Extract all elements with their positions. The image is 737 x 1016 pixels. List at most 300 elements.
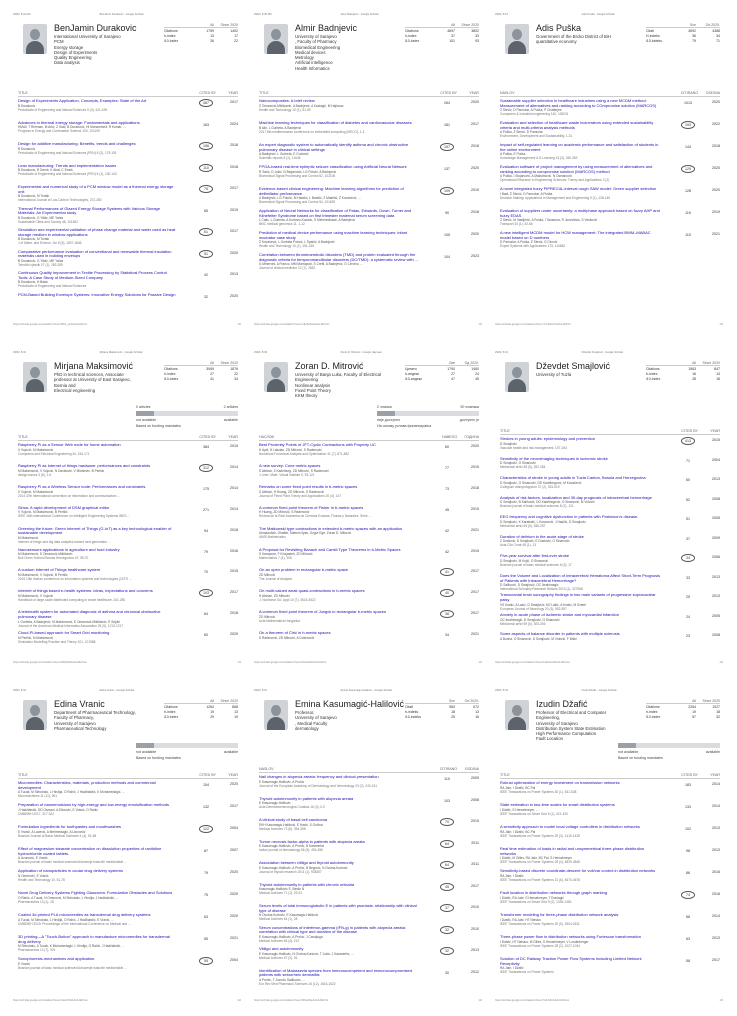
cited-by-count[interactable]: 68 [686, 915, 690, 919]
cited-by-count[interactable]: 63 [686, 937, 690, 941]
article-title-link[interactable]: Duration of delirium in the acute stage of stroke [500, 534, 584, 539]
article-authors: R Sarić, D Jokić, N Beganović, LG Pokvić, A Badnjević [259, 169, 337, 174]
article-title-link[interactable]: 3D printing—A "Touch-Button" approach to manufacture microneedles for transdermal drug delivery [18, 935, 170, 944]
article-authors: D Smajlović, O Sinanović [500, 461, 536, 466]
cited-by-count[interactable]: 119 [685, 211, 691, 215]
profile-name[interactable]: Dževdet Smajlović [536, 361, 611, 371]
article-title-link[interactable]: Raspberry Pi as a Wireless Sensor node: Performances and constraints [18, 484, 146, 489]
cited-by-count[interactable]: 73 [445, 486, 449, 491]
article-title-link[interactable]: Serum levels of total immunoglobulin E in patients with psoriasis: relationship with clinical type of disease [259, 904, 417, 913]
cited-by-count[interactable]: 109 [440, 187, 454, 195]
article-title-link[interactable]: Cloud-Pi-based approach for Smart Grid monitoring [18, 631, 110, 636]
article-title-link[interactable]: An expert diagnostic system to automatically identify asthma and chronic obstructive pulmonary disease in clinical settings [259, 143, 409, 152]
article-title-link[interactable]: Application of Neural Networks for classification of Patau, Edwards, Down, Turner and Klinefelter Syndrome based on first trimester maternal serum screening data [259, 209, 412, 218]
profile-name[interactable]: Edina Vranic [54, 699, 105, 709]
cited-by-count[interactable]: 77 [445, 465, 449, 470]
cited-by-count[interactable]: 129 [681, 165, 695, 173]
article-title-link[interactable]: Vitiligo and autoimmunity [259, 947, 304, 951]
funding-mandates-link[interactable]: Based on funding mandates [136, 756, 181, 761]
article-title-link[interactable]: Evaluation and selection of healthcare waste incinerators using extended sustainability criteria and multi-criteria analysis methods [500, 121, 654, 130]
affiliation-line[interactable]: Fixed Point Theory [295, 387, 331, 393]
article-title-link[interactable]: Evaluation software of project management by using measurement of alternatives and ranking according to compromise solution (MARCOS) method [500, 165, 653, 174]
cited-by-count[interactable]: 86 [686, 871, 690, 875]
affiliation-line[interactable]: University of Sarajevo [295, 715, 337, 721]
article-list-header [18, 434, 238, 441]
cited-by-count[interactable]: 75 [204, 893, 208, 897]
cited-by-count[interactable]: 110 [444, 777, 450, 781]
article-title-link[interactable]: On a theorem of Ćirić in b-metric spaces [259, 631, 331, 636]
article-title-link[interactable]: Transformer modeling for three-phase distribution network analysis [500, 913, 619, 917]
cited-by-count[interactable]: 34 [445, 633, 449, 638]
article-venue: International Journal of Low-Carbon Technologies, 272-280 [18, 198, 102, 203]
affiliation-line[interactable]: quantitative economy [536, 39, 577, 45]
print-date: 29/03, 8:13 [495, 13, 508, 16]
article-title-link[interactable]: Effect of magnesium stearate concentration on dissolution properties of ranitidine hydrochloride coated tablets. [18, 847, 162, 856]
column-cited-by[interactable]: CITED BY [440, 91, 457, 95]
cited-by-count[interactable]: 183 [685, 783, 691, 787]
article-title-link[interactable]: Sonophoresis-mechanisms and application. [18, 957, 96, 961]
article-title-link[interactable]: Nanocomposites: A brief review [259, 99, 315, 103]
article-title-link[interactable]: Coated 3d printed PLA microneedles as transdermal drug delivery systems [18, 913, 151, 917]
cited-by-count[interactable]: 64 [440, 861, 454, 869]
avatar-body-icon [26, 379, 44, 392]
article-title-link[interactable]: On an open problem in rectangular b-metric space [259, 568, 349, 573]
cited-by-count[interactable]: 60 [686, 478, 690, 483]
affiliation-line[interactable]: Medical devices [295, 49, 326, 55]
article-venue: CMBEBIH 2019: Proceedings of the International Conference on Medical and ... [18, 921, 131, 926]
affiliation-line[interactable]: dermatology [295, 725, 319, 731]
article-title-link[interactable]: Best Proximity Points of JFT-Cyclic Contractions with Property UC [259, 443, 376, 447]
cited-by-count[interactable]: 61 [199, 228, 213, 236]
article-title-link[interactable]: PCM-Based Building Envelope Systems: Innovative Energy Solutions for Passive Design [18, 292, 176, 297]
cited-by-count[interactable]: 175 [203, 486, 209, 491]
article-title-link[interactable]: A telehealth system for automated diagnosis of asthma and chronical obstructive pulmonary disease [18, 610, 161, 619]
article-title-link[interactable]: A clinical study of basal cell carcinoma [259, 818, 328, 822]
cited-by-count[interactable]: 110 [685, 233, 691, 237]
article-row [259, 589, 479, 602]
article-title-link[interactable]: Raspberry Pi as Internet of things hardware: performances and constraints [18, 463, 151, 468]
affiliation-line[interactable]: KKM theory [295, 393, 318, 399]
article-title-link[interactable]: Advances in thermal energy storage: Fundamentals and applications [18, 120, 140, 125]
article-authors: OC Ibrahimagić, D Smajlović, O Sinanović [500, 617, 560, 622]
cited-by-count[interactable]: 1013 [684, 101, 692, 105]
public-access-counts [377, 404, 479, 410]
article-title-link[interactable]: A custom Internet of Things healthcare system [18, 568, 101, 573]
article-title-link[interactable]: Serum concentrations of interferon-gamma (IFN-g) in patients with alopecia areata: correlation with clinical type and duration of the disease [259, 925, 406, 935]
article-title-link[interactable]: Internet of things based e-health systems: ideas, expectations and concerns [18, 589, 153, 594]
article-title-link[interactable]: Transcranial brain sonography findings in two main variants of progressive supranuclear palsy [500, 593, 656, 603]
column-year[interactable]: YEAR [228, 773, 238, 777]
column-year[interactable]: YEAR [710, 773, 720, 777]
article-authors: N Ovcina-Kurtovic, E Kasumagic-Halilovic [259, 913, 319, 918]
public-access-label: not available [618, 750, 639, 755]
funding-mandates-link[interactable]: На основу услова финансирања [377, 424, 432, 429]
stats-cell: Citations [405, 28, 419, 33]
article-title-link[interactable]: Correlation between thromboembolic disorders (TMD) and protein evaluated through the diagnostic criteria for temporomandibular disorders (DC/TMD): a systematic review with ... [259, 253, 419, 262]
article-title-link[interactable]: Comparative performance evaluation of conventional and renewable thermal insulation materials used in building envelops [18, 249, 172, 259]
stats-cell: 13 [475, 709, 479, 714]
column-year[interactable]: YEAR [469, 91, 479, 95]
cited-by-count[interactable]: 128 [685, 189, 691, 193]
affiliation-line[interactable]: Data analysis [54, 60, 80, 66]
column-year[interactable]: GODINA [705, 91, 720, 95]
article-title-link[interactable]: Sustainable supplier selection in healthcare industries using a new MCDM method: Measurement of alternatives and ranking according to COmpromise solution (MARCOS) [500, 99, 657, 108]
print-url: https://scholar.google.com/citations?user=fwo2AiIAAAAJ&hl=sr [254, 661, 327, 664]
cited-by-count[interactable]: 32 [204, 294, 208, 299]
article-venue: Medical Archives 73 (6), 394-398 [259, 826, 306, 831]
cited-by-count[interactable]: 23 [686, 634, 690, 639]
article-title-link[interactable]: Novel Drug Delivery Systems Fighting Glaucoma: Formulation Obstacles and Solutions [18, 891, 173, 895]
affiliation-line[interactable]: Artificial intelligence [295, 60, 333, 66]
cited-by-count[interactable]: 413 [681, 437, 695, 445]
article-venue: International Scholarly Research Notices 2013 (1), 327968 [500, 587, 583, 592]
cited-by-count[interactable]: 41 [440, 568, 454, 576]
cited-by-count[interactable]: 64 [204, 612, 208, 617]
cited-by-count[interactable]: 104 [444, 255, 450, 259]
article-title-link[interactable]: Raspberry Pi as a Sensor Web node for home automation [18, 443, 121, 447]
affiliation-line[interactable]: University of Sarajevo [54, 720, 96, 726]
cited-by-count[interactable]: 98 [686, 849, 690, 853]
article-title-link[interactable]: Thyroid autoimmunity in patients with alopecia areata [259, 796, 354, 801]
stats-row [405, 366, 479, 371]
article-title-link[interactable]: Characteristics of stroke in young adults in Tuzla Canton, Bosnia and Herzegovina [500, 476, 646, 481]
article-title-link[interactable]: Design for additive manufacturing: Benefits, trends and challenges [18, 142, 136, 146]
article-title-link[interactable]: Remarks on some fixed point results in b-metric spaces [259, 484, 358, 489]
cited-by-count[interactable]: 42 [445, 528, 449, 533]
article-title-link[interactable]: A common fixed point theorem of Fisher in b-metric spaces [259, 505, 364, 510]
cited-by-count[interactable]: 181 [444, 123, 450, 127]
funding-mandates-link[interactable]: Based on funding mandates [136, 424, 181, 429]
article-authors: B Durakovic, M Torlak [18, 237, 49, 242]
cited-by-count[interactable]: 32 [440, 926, 454, 934]
column-title[interactable]: NASLOV [259, 767, 274, 771]
article-title-link[interactable]: On multi-valued weak quasi-contractions in b-metric spaces [259, 589, 365, 594]
article-title-link[interactable]: Evidence-based clinical engineering: Machine learning algorithms for prediction of defibrillator performance [259, 187, 404, 196]
article-year: 2019 [712, 210, 720, 214]
cited-by-count[interactable]: 55 [204, 937, 208, 941]
affiliation-line[interactable]: Health Informatics [295, 65, 330, 71]
cited-by-count[interactable]: 42 [204, 273, 208, 277]
article-title-link[interactable]: Lean manufacturing: Trends and implementation issues [18, 163, 117, 168]
article-title-link[interactable]: Thyroid autoimmunity in patients with chronic urticaria [259, 882, 355, 887]
column-title[interactable]: NASLOV [500, 91, 515, 95]
cited-by-count[interactable]: 55 [199, 957, 213, 965]
cited-by-count[interactable]: 45 [445, 507, 449, 512]
article-venue: Medicinski arhiv 59 (6), 305-306 [500, 621, 546, 626]
article-title-link[interactable]: Impact of self-regulated learning on academic performance and satisfaction of students in the online environment [500, 143, 659, 152]
article-authors: B Durakovic, G Yildiz, ME Yahia [18, 258, 64, 263]
avatar-head-icon [30, 367, 40, 378]
affiliation-line[interactable]: Biomedical Engineering [295, 44, 341, 50]
cited-by-count[interactable]: 37 [686, 536, 690, 541]
cited-by-count[interactable]: 74 [681, 891, 695, 899]
affiliation-line[interactable]: PCM [54, 39, 64, 45]
cited-by-count[interactable]: 38 [440, 610, 454, 618]
cited-by-count[interactable]: 110 [199, 164, 213, 172]
affiliation-line: Government of the Brcko District of BiH [536, 34, 611, 39]
cited-by-count[interactable]: 157 [440, 143, 454, 151]
cited-by-count[interactable]: 40 [440, 589, 454, 597]
article-authors: I Džafić, RA Jabr, S Henselmeyer, T Đonlagić [500, 895, 564, 900]
affiliation-line[interactable]: Quality Engineering [54, 55, 92, 61]
article-row [500, 99, 720, 116]
print-page-number: 1/3 [478, 323, 482, 326]
article-title-link[interactable]: Five-year survival after first-ever stroke [500, 554, 570, 559]
article-row [259, 464, 479, 477]
cited-by-count[interactable]: 34 [681, 554, 695, 562]
article-title-link[interactable]: EEG frequency and cognitive dysfunction in patients with Parkinson's disease. [500, 515, 639, 520]
cited-by-count[interactable]: 75 [199, 185, 213, 193]
article-title-link[interactable]: Evaluation of suppliers under uncertainty: a multiphase approach based on fuzzy AHP and fuzzy EDAS [500, 209, 660, 218]
cited-by-count[interactable]: 71 [686, 458, 690, 463]
article-venue: CMBEBIH 2017, 317-322 [18, 811, 54, 816]
article-title-link[interactable]: Simulation and experimental validation of phase change material and water used as heat storage medium in window applications [18, 228, 176, 237]
article-title-link[interactable]: Sirius: A rapid development of DSM graphical editor [18, 505, 110, 510]
cited-by-count[interactable]: 132 [203, 805, 209, 809]
affiliation-line[interactable]: Electrical engineering [54, 387, 96, 393]
article-authors: I Džafić, HT Neisius, M Gilles, S Henselmeyer, V Lunderberger [500, 939, 589, 944]
article-title-link[interactable]: Continuous Quality Improvement in Textile Processing by Statistical Process Control Tools: A Case Study of Medium-Sized Company [18, 271, 167, 280]
affiliation-line[interactable]: Distribution System State Estimation [536, 725, 606, 731]
article-title-link[interactable]: Thermal Performances of Glazed Energy Storage Systems with Various Storage Materials: An Experimental study [18, 206, 160, 216]
article-title-link[interactable]: A new intelligent MCDM model for HCW management: The integrated BWM–MABAC model based on D numbers [500, 231, 651, 240]
profile-name[interactable]: Zoran D. Mitrović [295, 361, 364, 371]
affiliation-line[interactable]: Pharmaceutical Technology [54, 725, 107, 731]
article-title-link[interactable]: Greening the future: Green Internet of Things (G-IoT) as a key technological enabler of sustainable development [18, 526, 172, 536]
stats-cell: 36 [692, 33, 696, 38]
article-title-link[interactable]: Some aspects of balance disorder in patients with multiple sclerosis [500, 632, 620, 637]
article-title-link[interactable]: A novel integrated fuzzy PIPRECIA–interval rough SAW model: Green supplier selection [500, 187, 657, 191]
column-cited-by[interactable]: CITED BY [681, 773, 698, 777]
article-title-link[interactable]: Association between vitiligo and thyroid autoimmunity [259, 861, 354, 865]
article-title-link[interactable]: Sensitivity-based discrete coordinate-descent for volt/var control in distribution networks [500, 869, 656, 873]
article-venue: Decision Making: Applications in Management and Engineering 5 (1), 128-145 [500, 195, 611, 200]
cited-by-count[interactable]: 32 [440, 947, 454, 955]
stats-cell: 1460 [471, 366, 479, 371]
cited-by-count[interactable]: 122 [199, 825, 213, 833]
affiliation-line[interactable]: Bosnia and [54, 382, 76, 388]
article-title-link[interactable]: Nail changes in alopecia areata: frequency and clinical presentation [259, 775, 379, 779]
affiliation-line[interactable]: Design of Experiments [54, 49, 98, 55]
article-venue: Periodicals of Engineering and Natural Sciences (PEN) 6 (1), 130-143 [18, 172, 117, 177]
affiliation-line[interactable]: , Medical Faculty [295, 720, 328, 726]
article-title-link[interactable]: Experimental and numerical study of a PCM window model as a thermal energy storage unit [18, 185, 174, 194]
article-authors: M Maksimović, V Vujović, N Davidović, V Milošević, B Perišić [18, 468, 105, 473]
column-title[interactable]: TITLE [18, 773, 28, 777]
article-title-link[interactable]: Does the Volume and Localization of Intracerebral Hematoma Affect Short-Term Prognosis of Patients with Intracerebral Hemorrhage? [500, 573, 660, 583]
column-title[interactable]: TITLE [18, 435, 28, 439]
cited-by-count[interactable]: 137 [444, 167, 450, 171]
column-cited-by[interactable]: CITIRANO [680, 91, 698, 95]
affiliation-line[interactable]: , Faculty of Pharmacy [295, 39, 337, 45]
column-year[interactable]: YEAR [228, 435, 238, 439]
cited-by-count[interactable]: 193 [681, 121, 695, 129]
column-cited-by[interactable]: CITED BY [681, 429, 698, 433]
article-title-link[interactable]: Robust optimization of energy investment on transmission networks [500, 781, 620, 785]
article-title-link[interactable]: A new survey: Cone metric spaces [259, 463, 321, 468]
cited-by-count[interactable]: 58 [686, 959, 690, 963]
affiliation-line[interactable]: Fault Location [536, 736, 563, 742]
public-access-bar-fill [377, 411, 395, 416]
cited-by-count[interactable]: 312 [199, 464, 213, 472]
cited-by-count[interactable]: 25 [686, 595, 690, 600]
cited-by-count[interactable]: 94 [204, 528, 208, 533]
article-title-link[interactable]: Anxiety in acute phase of ischemic stroke and myocardial infarction [500, 612, 619, 617]
print-page-number: 1/3 [719, 323, 723, 326]
affiliation-line[interactable]: Faculty of Pharmacy, [54, 715, 95, 721]
cited-by-count[interactable]: 52 [686, 497, 690, 502]
article-title-link[interactable]: State estimation in two-time scales for smart distribution systems [500, 803, 615, 807]
article-title-link[interactable]: Strokes in young adults: epidemiology and prevention [500, 437, 595, 441]
cited-by-count[interactable]: 70 [440, 818, 454, 826]
column-year[interactable]: YEAR [228, 91, 238, 95]
affiliation-line[interactable]: Energy storage [54, 44, 84, 50]
article-title-link[interactable]: Fault location in distribution networks through graph marking [500, 891, 607, 895]
cited-by-count[interactable]: 60 [204, 633, 208, 638]
column-title[interactable]: TITLE [500, 773, 510, 777]
affiliation-line[interactable]: Engineering [295, 377, 318, 383]
cited-by-count[interactable]: 103 [444, 798, 450, 803]
cited-by-count[interactable]: 79 [204, 549, 208, 554]
cited-by-count[interactable]: 37 [440, 904, 454, 912]
column-title[interactable]: TITLE [259, 91, 269, 95]
article-title-link[interactable]: Identification of Malassezia species from immunocompetent and immunocompromised patients with seborrheic dermatitis [259, 968, 412, 978]
article-row [18, 957, 238, 970]
cited-by-count[interactable]: 144 [685, 145, 691, 149]
cited-by-count[interactable]: 51 [686, 517, 690, 522]
public-access-bar [377, 411, 479, 416]
avatar-body-icon [26, 41, 44, 54]
article-row [18, 185, 238, 202]
profile-name[interactable]: BenJamin Durakovic [54, 23, 137, 33]
avatar-body-icon [267, 717, 285, 730]
article-row [500, 187, 720, 200]
article-title-link[interactable]: Design of Experiments Application, Concepts, Examples: State of the Art [18, 99, 147, 103]
cited-by-count[interactable]: 24 [686, 614, 690, 619]
cited-by-count[interactable]: 103 [199, 589, 213, 597]
profile-name[interactable]: Adis Puška [536, 23, 582, 33]
cited-by-count[interactable]: 102 [685, 827, 691, 831]
funding-mandates-link[interactable]: Based on funding mandates [618, 756, 663, 761]
column-year[interactable]: GODINA [464, 767, 479, 771]
cited-by-count[interactable]: 384 [203, 445, 209, 449]
profile-name[interactable]: Almir Badnjevic [295, 23, 358, 33]
article-title-link[interactable]: Tumor necrosis factor-alpha in patients with alopecia areata [259, 839, 365, 844]
stats-header-cell: Since 2020 [220, 361, 238, 366]
column-cited-by[interactable]: CITED BY [199, 773, 216, 777]
article-title-link[interactable]: Formulation ingredients for toothpastes and mouthwashes [18, 825, 121, 829]
cited-by-count[interactable]: 264 [444, 101, 450, 105]
article-year: 2023 [471, 254, 479, 258]
cited-by-count[interactable]: 30 [445, 970, 449, 975]
cited-by-count[interactable]: 154 [203, 783, 209, 787]
article-title-link[interactable]: The Matkowski type contractions in extended b-metric spaces with an application [259, 526, 403, 531]
article-title-link[interactable]: Prediction of medical device performance using machine learning techniques: infant incubator case study [259, 231, 408, 240]
column-title[interactable]: TITLE [18, 91, 28, 95]
cited-by-count[interactable]: 42 [445, 549, 449, 554]
article-title-link[interactable]: Microneedles: Characteristics, materials, production methods and commercial development [18, 781, 156, 790]
cited-by-count[interactable]: 64 [440, 840, 454, 848]
article-title-link[interactable]: FPGA-based real-time epileptic seizure classification using Artificial Neural Network [259, 165, 407, 169]
stats-cell: h-индекс [405, 371, 420, 376]
affiliation-line[interactable]: University of Sarajevo [536, 720, 578, 726]
column-title[interactable]: TITLE [500, 429, 510, 433]
article-title-link[interactable]: Sensitivity of the neuroimaging techniques in ischemic stroke [500, 456, 608, 461]
article-title-link[interactable]: Analysis of risk factors, localization and 30-day prognosis of intracerebral hemorrhage [500, 495, 652, 500]
article-row [500, 554, 720, 567]
article-venue: Periodicals of Engineering and Natural Sciences [18, 284, 87, 289]
profile-name[interactable]: Mirjana Maksimović [54, 361, 134, 371]
column-cited-by[interactable]: НАВЕЛО [442, 435, 457, 439]
profile-name[interactable]: Emina Kasumagić-Halilović [295, 699, 405, 709]
cited-by-count[interactable]: 133 [685, 805, 691, 809]
cited-by-count[interactable]: 105 [444, 233, 450, 237]
article-venue: AIMS Mathematics [259, 535, 286, 540]
article-title-link[interactable]: Real time estimation of loads in radial and unsymmetrical three-phase distribution networks [500, 847, 645, 856]
article-title-link[interactable]: Nanosensors applications in agriculture and food industry [18, 547, 120, 552]
cited-by-count[interactable]: 163 [203, 122, 209, 127]
affiliation-line[interactable]: Nonlinear analysis [295, 382, 331, 388]
column-cited-by[interactable]: CITIRANO [439, 767, 457, 771]
cited-by-count[interactable]: 90 [445, 211, 449, 215]
article-venue: Bosnian journal of basic medical sciences 8 (2), 121 [500, 504, 574, 509]
public-access-bar-fill [618, 743, 636, 748]
article-title-link[interactable]: Solution of DC Railway Traction Power Flow Systems Including Limited Network Receptivity [500, 957, 642, 966]
article-title-link[interactable]: A common fixed point theorem of Jungck in rectangular b-metric spaces [259, 610, 386, 615]
article-authors: D Smajlović, M Kojić, O Sinanović [500, 558, 549, 563]
article-venue: Pharmaceutics 13 (7), 924 [18, 948, 56, 953]
article-title-link[interactable]: A Proposal for Revisiting Banach and Caristi Type Theorems in b-Metric Spaces [259, 547, 401, 552]
cited-by-count[interactable]: 65 [204, 208, 208, 213]
article-title-link[interactable]: Machine learning techniques for classification of diabetes and cardiovascular diseases [259, 121, 412, 125]
cited-by-count[interactable]: 51 [199, 250, 213, 258]
article-venue: Simulation Modelling Practice and Theory 101, 101988 [18, 639, 96, 644]
affiliation-line[interactable]: Engineering, [536, 715, 561, 721]
cited-by-count[interactable]: 60 [445, 445, 449, 449]
cited-by-count[interactable]: 487 [199, 99, 213, 107]
stats-cell: Citations [164, 28, 178, 33]
stats-cell: 24 [475, 371, 479, 376]
cited-by-count[interactable]: 45 [440, 883, 454, 891]
article-row [259, 883, 479, 896]
public-access-bar-rest [154, 411, 238, 416]
stats-cell: 4697 [447, 28, 455, 33]
column-title[interactable]: НАСЛОВ [259, 435, 274, 439]
affiliation [536, 34, 646, 45]
affiliation-line[interactable]: Metrology [295, 55, 314, 61]
article-title-link[interactable]: A sensitivity approach to model local voltage controllers in distribution networks [500, 825, 640, 829]
column-cited-by[interactable]: CITED BY [199, 435, 216, 439]
cited-by-count[interactable]: 70 [204, 570, 208, 575]
cited-by-count[interactable]: 87 [204, 849, 208, 853]
cited-by-count[interactable]: 271 [203, 507, 209, 512]
affiliation-line[interactable]: professor at University of East Sarajevo, [54, 377, 131, 383]
affiliation-line[interactable]: High Performance Computation [536, 731, 597, 737]
cited-by-count[interactable]: 79 [204, 871, 208, 875]
cited-by-count[interactable]: 63 [204, 915, 208, 919]
cited-by-count[interactable]: 33 [686, 575, 690, 580]
print-footer [495, 661, 723, 667]
article-title-link[interactable]: Three-phase power flow in distribution networks using Fortescue transformation [500, 935, 641, 939]
article-title-link[interactable]: Preparation of nanoemulsions by high-energy and low-energy emulsification methods [18, 803, 169, 807]
column-year[interactable]: ГОДИНА [464, 435, 479, 439]
column-cited-by[interactable]: CITED BY [199, 91, 216, 95]
cited-by-count[interactable]: 156 [199, 142, 213, 150]
column-year[interactable]: YEAR [710, 429, 720, 433]
profile-name[interactable]: Izudin Džafić [536, 699, 588, 709]
stats-header-cell: All [451, 23, 455, 28]
article-title-link[interactable]: Application of nanoparticles in ocular drug delivery systems [18, 869, 123, 873]
